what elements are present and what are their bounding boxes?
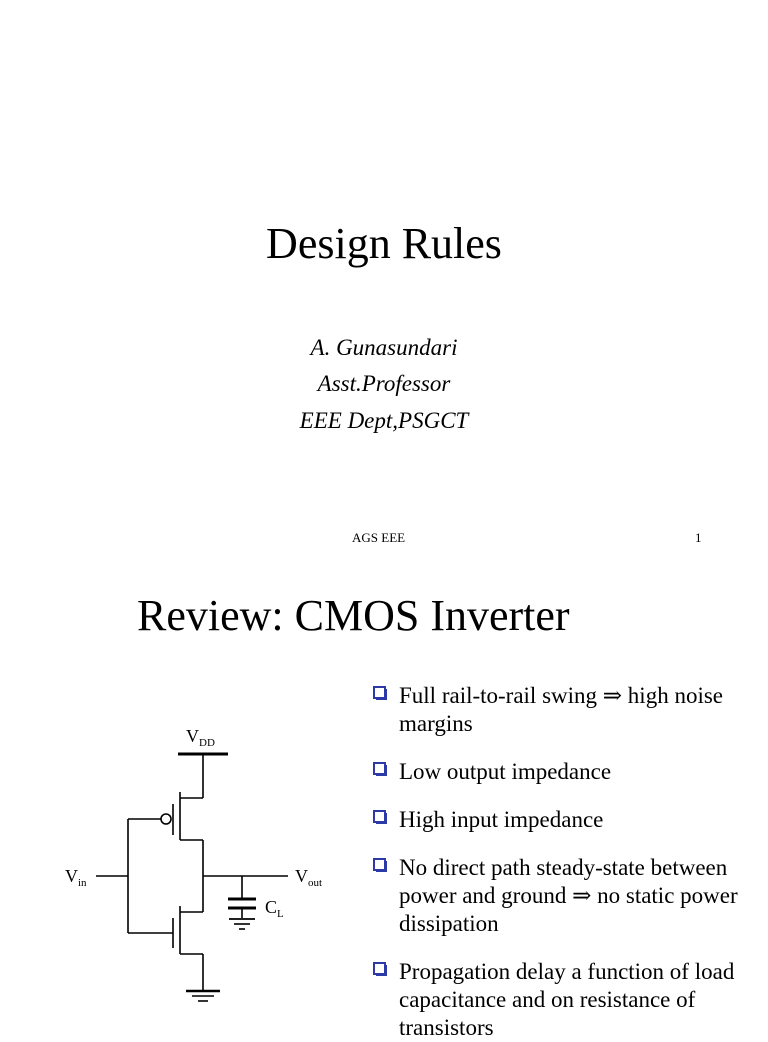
- author-name: A. Gunasundari: [310, 335, 458, 360]
- square-bullet-icon: [373, 810, 386, 823]
- bullet-item: [372, 758, 762, 786]
- author-department: EEE Dept,PSGCT: [299, 408, 469, 433]
- square-bullet-icon: [373, 858, 386, 871]
- slide2-title: Review: CMOS Inverter: [137, 591, 570, 640]
- cmos-inverter-diagram: [55, 715, 323, 1024]
- square-bullet-icon: [373, 686, 386, 699]
- square-bullet-icon: [373, 962, 386, 975]
- author-title: Asst.Professor: [317, 371, 451, 396]
- vout-label: $V_{out}$: [295, 866, 323, 889]
- capacitor-ground-icon: [229, 919, 255, 929]
- slide-footer-text: AGS EEE: [352, 530, 406, 545]
- slide-page-number: 1: [695, 530, 702, 545]
- bullet-text: Full rail-to-rail swing ⇒ high noise margins: [399, 683, 723, 736]
- pmos-bubble: [161, 814, 171, 824]
- bullet-item: [372, 806, 762, 834]
- bullet-text: Low output impedance: [399, 759, 612, 784]
- slide1-title: Design Rules: [266, 219, 502, 268]
- bullet-item: [372, 958, 762, 1042]
- bullet-text: No direct path steady-state between power and ground ⇒ no static power dissipation: [399, 855, 738, 936]
- bullet-item: [372, 682, 762, 738]
- vin-label: $V_{in}$: [65, 866, 87, 889]
- cl-label: $C_L$: [265, 897, 284, 920]
- ground-symbol-icon: [186, 991, 220, 1001]
- bullet-text: Propagation delay a function of load capacitance and on resistance of transistors: [399, 959, 735, 1040]
- square-bullet-icon: [373, 762, 386, 775]
- capacitor-symbol-icon: [228, 899, 256, 908]
- bullet-text: High input impedance: [399, 807, 604, 832]
- vdd-label: $V_{DD}$: [186, 726, 215, 749]
- bullet-item: [372, 854, 762, 938]
- bullet-list: [372, 682, 762, 1042]
